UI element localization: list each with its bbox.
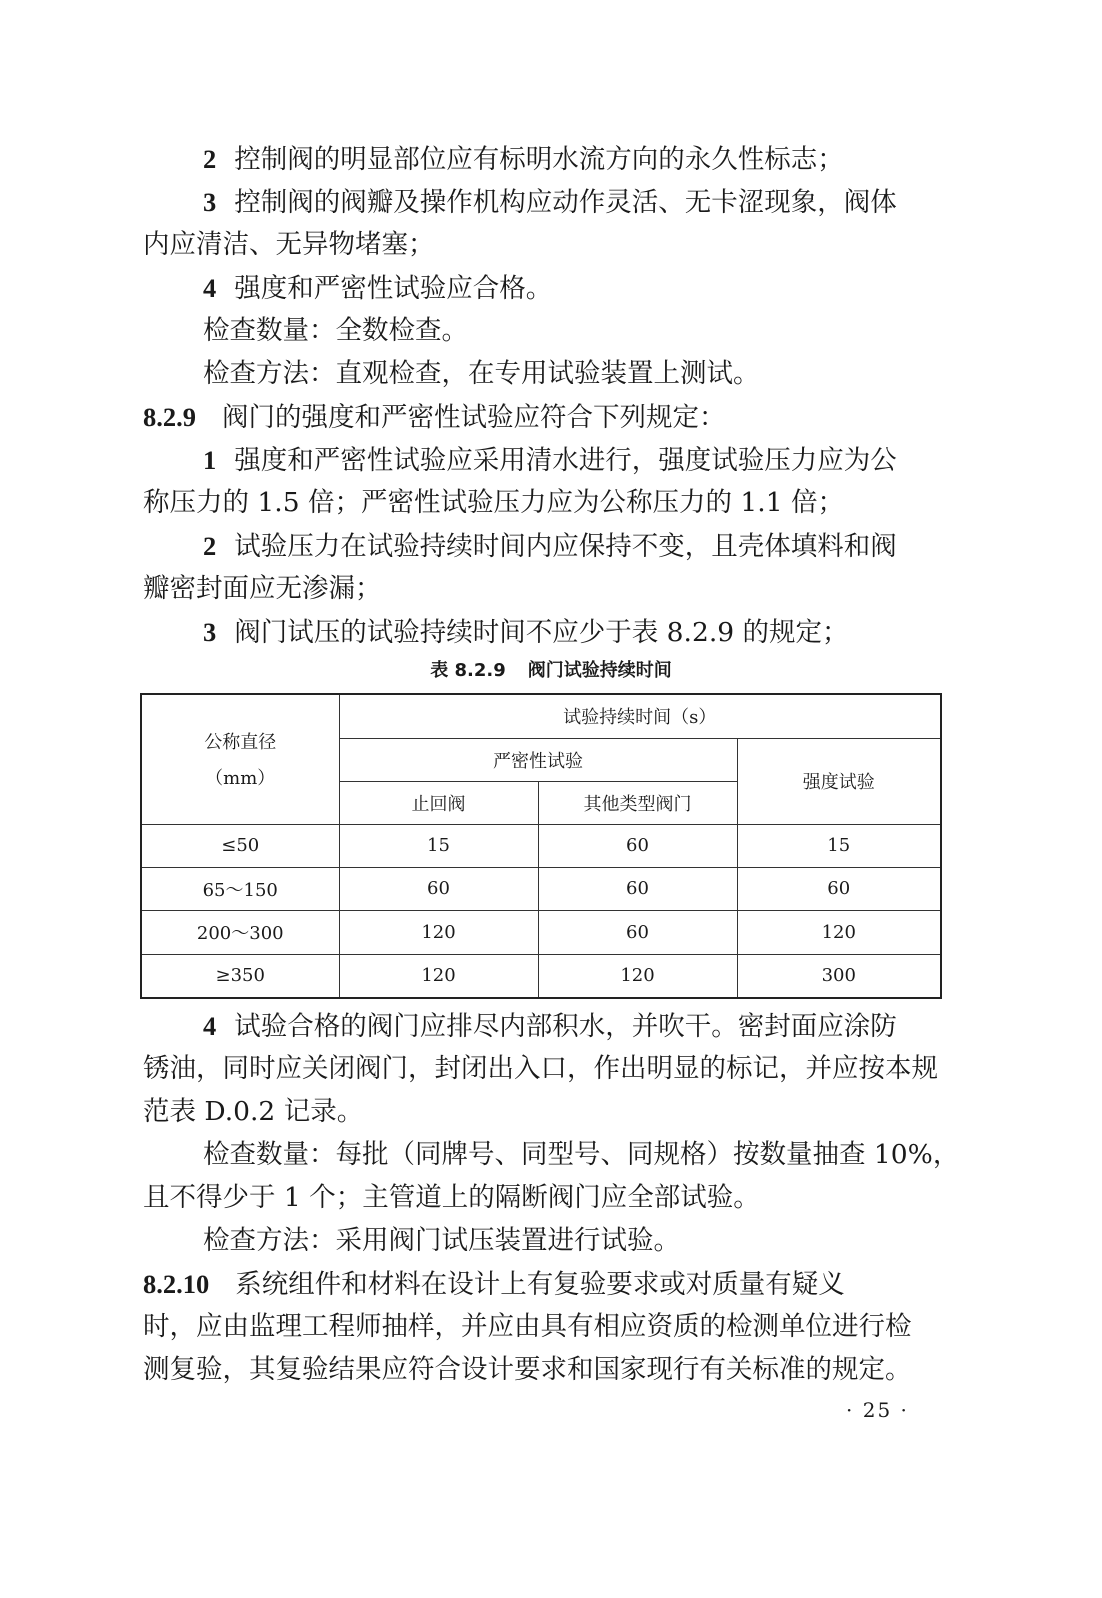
valve-test-duration-table <box>140 693 942 999</box>
item-4 <box>203 270 961 307</box>
section-8-2-10-continuation: 测复验，其复验结果应符合设计要求和国家现行有关标准的规定。 <box>143 1354 912 1385</box>
item-text: 控制阀的阀瓣及操作机构应动作灵活、无卡涩现象，阀体 <box>234 187 897 218</box>
section-8-2-9 <box>143 399 961 436</box>
table-row <box>141 954 941 998</box>
cell-strength: 15 <box>737 824 941 867</box>
check-quantity-2-continuation: 且不得少于 1 个；主管道上的隔断阀门应全部试验。 <box>143 1182 760 1213</box>
header-diameter <box>141 694 339 824</box>
header-other-valves: 其他类型阀门 <box>538 781 737 824</box>
cell-dn: ≥350 <box>141 954 339 998</box>
cell-other: 60 <box>538 910 737 954</box>
item-text: 强度和严密性试验应采用清水进行，强度试验压力应为公 <box>234 445 897 476</box>
item-text: 试验压力在试验持续时间内应保持不变，且壳体填料和阀 <box>234 531 897 562</box>
sub-item-3 <box>203 614 961 651</box>
table-row <box>141 867 941 910</box>
sub-item-4 <box>203 1008 961 1045</box>
header-diameter-line1: 公称直径 <box>204 732 277 754</box>
check-method: 检查方法：直观检查，在专用试验装置上测试。 <box>203 358 760 389</box>
cell-dn: ≤50 <box>141 824 339 867</box>
item-text: 控制阀的明显部位应有标明水流方向的永久性标志； <box>234 144 844 175</box>
header-check-valve: 止回阀 <box>339 781 538 824</box>
item-number: 2 <box>203 144 217 174</box>
sub-item-1 <box>203 442 961 479</box>
cell-check-valve: 60 <box>339 867 538 910</box>
table-caption-number: 表 8.2.9 <box>430 660 506 681</box>
check-quantity-2: 检查数量：每批（同牌号、同型号、同规格）按数量抽查 10%， <box>203 1139 960 1170</box>
item-number: 4 <box>203 1011 217 1041</box>
check-quantity: 检查数量：全数检查。 <box>203 315 468 346</box>
item-3 <box>203 184 961 221</box>
section-text: 系统组件和材料在设计上有复验要求或对质量有疑义 <box>235 1269 845 1300</box>
section-number: 8.2.9 <box>143 402 196 432</box>
item-number: 4 <box>203 273 217 303</box>
item-text: 强度和严密性试验应合格。 <box>234 273 553 304</box>
item-3-continuation: 内应清洁、无异物堵塞； <box>143 229 435 260</box>
page-number: · 25 · <box>846 1398 909 1422</box>
header-duration: 试验持续时间（s） <box>339 694 941 738</box>
section-8-2-10 <box>143 1266 961 1303</box>
header-tightness: 严密性试验 <box>339 738 737 781</box>
cell-other: 60 <box>538 824 737 867</box>
header-strength: 强度试验 <box>737 738 941 824</box>
table-row <box>141 824 941 867</box>
table-caption-title: 阀门试验持续时间 <box>527 660 672 681</box>
cell-other: 120 <box>538 954 737 998</box>
table-row <box>141 910 941 954</box>
sub-item-2 <box>203 528 961 565</box>
cell-check-valve: 15 <box>339 824 538 867</box>
item-number: 2 <box>203 531 217 561</box>
item-2 <box>203 141 961 178</box>
sub-item-4-continuation: 范表 D.0.2 记录。 <box>143 1096 364 1127</box>
item-text: 试验合格的阀门应排尽内部积水，并吹干。密封面应涂防 <box>234 1011 897 1042</box>
cell-check-valve: 120 <box>339 910 538 954</box>
sub-item-2-continuation: 瓣密封面应无渗漏； <box>143 573 382 604</box>
sub-item-4-continuation: 锈油，同时应关闭阀门，封闭出入口，作出明显的标记，并应按本规 <box>143 1053 938 1084</box>
item-number: 3 <box>203 187 217 217</box>
check-method-2: 检查方法：采用阀门试压装置进行试验。 <box>203 1225 680 1256</box>
item-text: 阀门试压的试验持续时间不应少于表 8.2.9 的规定； <box>234 617 849 648</box>
table-caption <box>0 656 1102 682</box>
cell-dn: 65～150 <box>141 867 339 910</box>
section-text: 阀门的强度和严密性试验应符合下列规定： <box>222 402 726 433</box>
cell-strength: 120 <box>737 910 941 954</box>
sub-item-1-continuation: 称压力的 1.5 倍；严密性试验压力应为公称压力的 1.1 倍； <box>143 487 844 518</box>
header-diameter-line2: （mm） <box>205 768 276 790</box>
section-number: 8.2.10 <box>143 1269 210 1299</box>
section-8-2-10-continuation: 时，应由监理工程师抽样，并应由具有相应资质的检测单位进行检 <box>143 1311 912 1342</box>
cell-strength: 300 <box>737 954 941 998</box>
item-number: 1 <box>203 445 217 475</box>
cell-dn: 200～300 <box>141 910 339 954</box>
item-number: 3 <box>203 617 217 647</box>
cell-other: 60 <box>538 867 737 910</box>
cell-strength: 60 <box>737 867 941 910</box>
cell-check-valve: 120 <box>339 954 538 998</box>
